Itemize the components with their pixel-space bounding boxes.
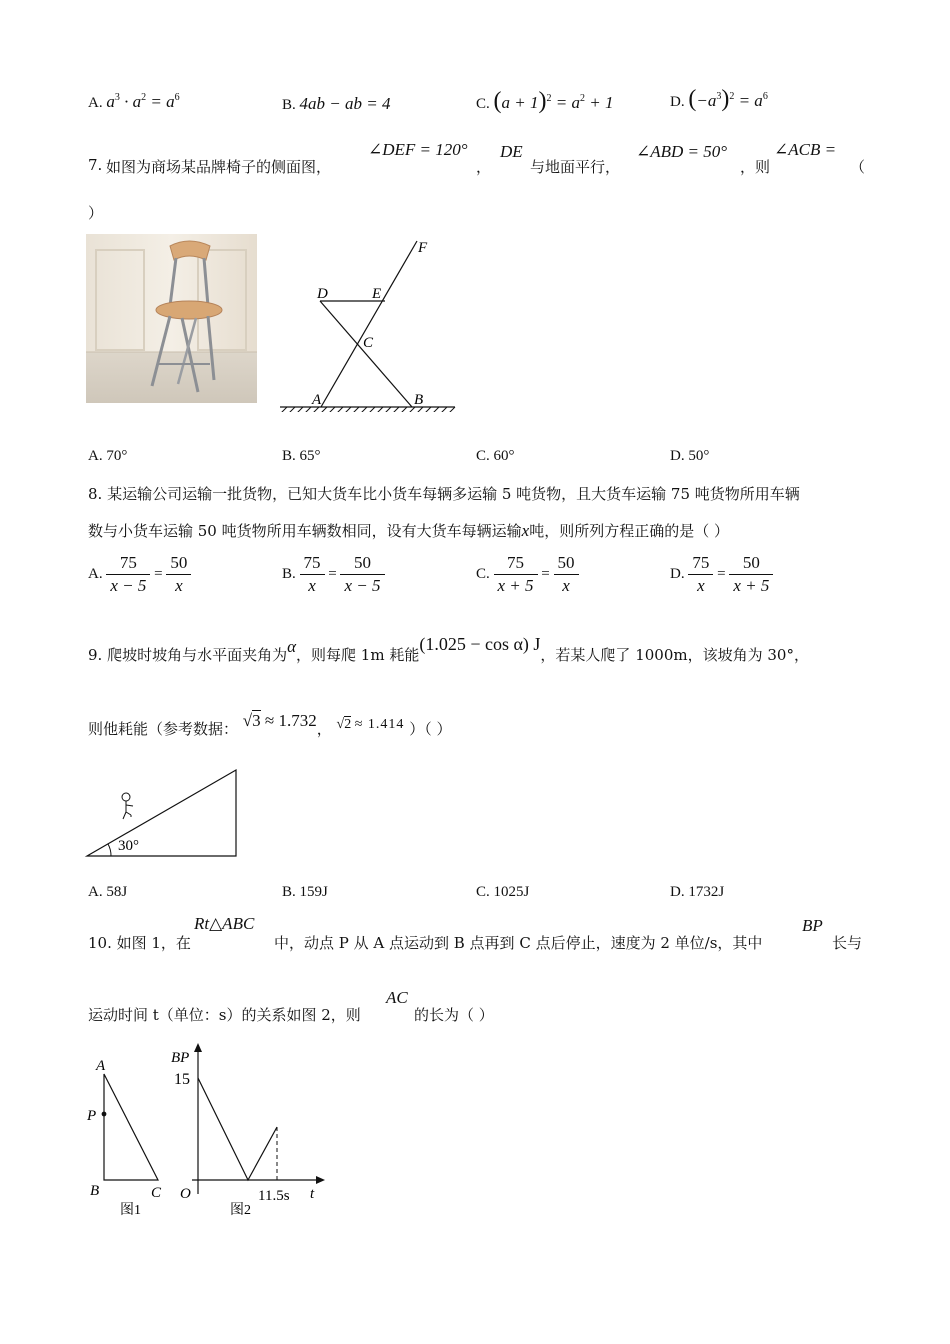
q8-d-rnum: 50	[729, 552, 773, 575]
angle-arc	[108, 844, 111, 856]
q7-angle-abd: ∠ABD = 50°	[636, 142, 728, 161]
q7-option-a: A. 70°	[88, 448, 128, 464]
sqrt2-radicand: 2	[344, 717, 352, 732]
q8-line2b: 吨，则所列方程正确的是（ ）	[529, 522, 729, 540]
q8-a-label: A.	[88, 566, 103, 582]
q10-text5: 的长为（ ）	[414, 1006, 494, 1024]
q6-option-b	[282, 94, 390, 114]
fig1-label-c: C	[151, 1185, 162, 1201]
fig2-xlabel: t	[310, 1186, 315, 1202]
label-b: B	[414, 392, 424, 408]
q9-alpha: α	[287, 637, 297, 656]
q6-option-d	[670, 86, 768, 113]
q8-b-label: B.	[282, 566, 296, 582]
chair-photo	[86, 234, 257, 403]
q8-a-lnum: 75	[106, 552, 150, 575]
q7-de: DE	[500, 142, 523, 161]
q10-text3: 长与	[832, 934, 863, 952]
q7-paren-close: ）	[88, 204, 104, 222]
fig2-bp-curve	[198, 1078, 277, 1180]
q7-geometry-figure	[275, 232, 465, 412]
q6-b-expr: 4ab − ab = 4	[299, 94, 391, 113]
point-p	[102, 1112, 107, 1117]
climber-icon	[122, 793, 133, 819]
fig2-caption: 图2	[230, 1203, 251, 1218]
q9-sep: ，	[316, 720, 332, 738]
q8-d-lnum: 75	[688, 552, 713, 575]
q6-option-a	[88, 92, 180, 112]
q8-c-lden: x + 5	[497, 576, 534, 595]
q9-text2: ，则每爬 1m 耗能	[296, 646, 420, 664]
q8-d-lden: x	[697, 576, 705, 595]
q6-a-expr: $a^3 \cdot a^2 = a^6$	[106, 92, 180, 111]
q8-b-lnum: 75	[300, 552, 325, 575]
q8-option-c	[476, 552, 579, 597]
q8-d-label: D.	[670, 566, 685, 582]
fig2-y-arrow	[194, 1043, 202, 1052]
q8-c-lnum: 75	[494, 552, 538, 575]
q10-figure2	[168, 1040, 328, 1222]
q9-text5: ）（ ）	[409, 720, 452, 738]
q9-line1	[88, 634, 809, 665]
q9-text4: 则他耗能（参考数据：	[88, 720, 239, 738]
q7-text1: 如图为商场某品牌椅子的侧面图，	[106, 158, 332, 176]
label-d: D	[317, 286, 328, 302]
q8-a-rnum: 50	[166, 552, 191, 575]
q7-text2: 与地面平行，	[530, 158, 621, 176]
q6-a-label: A.	[88, 95, 103, 111]
q8-a-eq: =	[154, 566, 163, 582]
q6-option-c	[476, 88, 613, 115]
q9-slope-figure	[84, 764, 244, 860]
q8-line1: 8. 某运输公司运输一批货物，已知大货车比小货车每辆多运输 5 吨货物，且大货车运输 75 吨货物所用车辆	[88, 485, 800, 503]
q8-c-rden: x	[562, 576, 570, 595]
q9-line2	[88, 711, 452, 739]
fig1-label-a: A	[96, 1058, 106, 1074]
fig1-label-p: P	[87, 1108, 97, 1124]
q7-option-d: D. 50°	[670, 448, 710, 464]
q7-paren-open: （	[850, 158, 866, 176]
q10-ac: AC	[386, 988, 408, 1007]
q9-option-c: C. 1025J	[476, 884, 530, 900]
q8-c-eq: =	[541, 566, 550, 582]
q10-line2	[88, 988, 868, 1024]
q9-option-b: B. 159J	[282, 884, 328, 900]
q6-c-expr: $(a + 1)^2 = a^2 + 1$	[493, 88, 614, 114]
q8-a-lden: x − 5	[110, 576, 147, 595]
label-a: A	[312, 392, 322, 408]
triangle-abc	[104, 1074, 158, 1180]
q8-c-label: C.	[476, 566, 490, 582]
q9-option-a: A. 58J	[88, 884, 128, 900]
q7-angle-def: ∠DEF = 120°	[368, 140, 468, 159]
label-e: E	[372, 286, 382, 302]
q7-number: 7.	[88, 156, 103, 174]
fig2-x-arrow	[316, 1176, 325, 1184]
q8-line2	[88, 520, 729, 541]
q10-figure1	[84, 1052, 174, 1222]
q7-option-c: C. 60°	[476, 448, 515, 464]
q8-a-rden: x	[175, 576, 183, 595]
q6-b-label: B.	[282, 97, 296, 113]
sqrt3-value: ≈ 1.732	[264, 711, 317, 730]
q8-option-a	[88, 552, 191, 597]
q7-stem	[88, 140, 868, 176]
q9-text3: ，若某人爬了 1000m，该坡角为 30°，	[540, 646, 809, 664]
q8-b-lden: x	[308, 576, 316, 595]
q8-d-rden: x + 5	[733, 576, 770, 595]
ground-hatch	[281, 407, 455, 412]
sqrt2-value: ≈ 1.414	[354, 717, 405, 732]
q9-energy: (1.025 − cos α) J	[419, 634, 541, 654]
fig2-t-end: 11.5s	[258, 1188, 290, 1204]
q8-b-eq: =	[328, 566, 337, 582]
fig1-caption: 图1	[120, 1203, 141, 1218]
q8-var-x: x	[521, 521, 530, 540]
q9-text1: 9. 爬坡时坡角与水平面夹角为	[88, 646, 288, 664]
q10-rt: Rt△ABC	[194, 914, 255, 933]
fig2-origin: O	[180, 1186, 191, 1202]
q8-d-eq: =	[717, 566, 726, 582]
q10-line1	[88, 914, 868, 954]
fig1-label-b: B	[90, 1183, 100, 1199]
q7-sep2: ，则	[740, 158, 771, 176]
q8-option-b	[282, 552, 385, 597]
q10-bp: BP	[802, 916, 823, 935]
fig2-ylabel: BP	[171, 1050, 190, 1066]
q8-c-rnum: 50	[554, 552, 579, 575]
q8-b-rden: x − 5	[344, 576, 381, 595]
q6-d-expr: $(-a^3)^2 = a^6$	[688, 86, 768, 112]
fig2-y15: 15	[174, 1071, 190, 1088]
q10-text2: 中，动点 P 从 A 点运动到 B 点再到 C 点后停止，速度为 2 单位/s，其中	[274, 934, 763, 952]
q8-line2a: 数与小货车运输 50 吨货物所用车辆数相同，设有大货车每辆运输	[88, 522, 522, 540]
q7-angle-acb: ∠ACB =	[774, 140, 837, 159]
sqrt2: √2 ≈ 1.414	[336, 717, 405, 732]
sqrt3: √3 ≈ 1.732	[242, 711, 317, 730]
q7-sep1: ，	[476, 158, 492, 176]
q10-text4: 运动时间 t（单位：s）的关系如图 2，则	[88, 1006, 361, 1024]
q9-option-d: D. 1732J	[670, 884, 725, 900]
q10-text1: 10. 如图 1，在	[88, 934, 191, 952]
angle-label: 30°	[118, 838, 139, 854]
segment-db	[320, 301, 412, 407]
sqrt3-radicand: 3	[252, 711, 261, 730]
q8-b-rnum: 50	[340, 552, 384, 575]
label-c: C	[363, 335, 374, 351]
segment-af	[321, 241, 417, 407]
label-f: F	[418, 240, 428, 256]
slope-triangle	[87, 770, 236, 856]
q7-option-b: B. 65°	[282, 448, 321, 464]
q8-option-d	[670, 552, 773, 597]
q6-c-label: C.	[476, 96, 490, 112]
q6-d-label: D.	[670, 94, 685, 110]
